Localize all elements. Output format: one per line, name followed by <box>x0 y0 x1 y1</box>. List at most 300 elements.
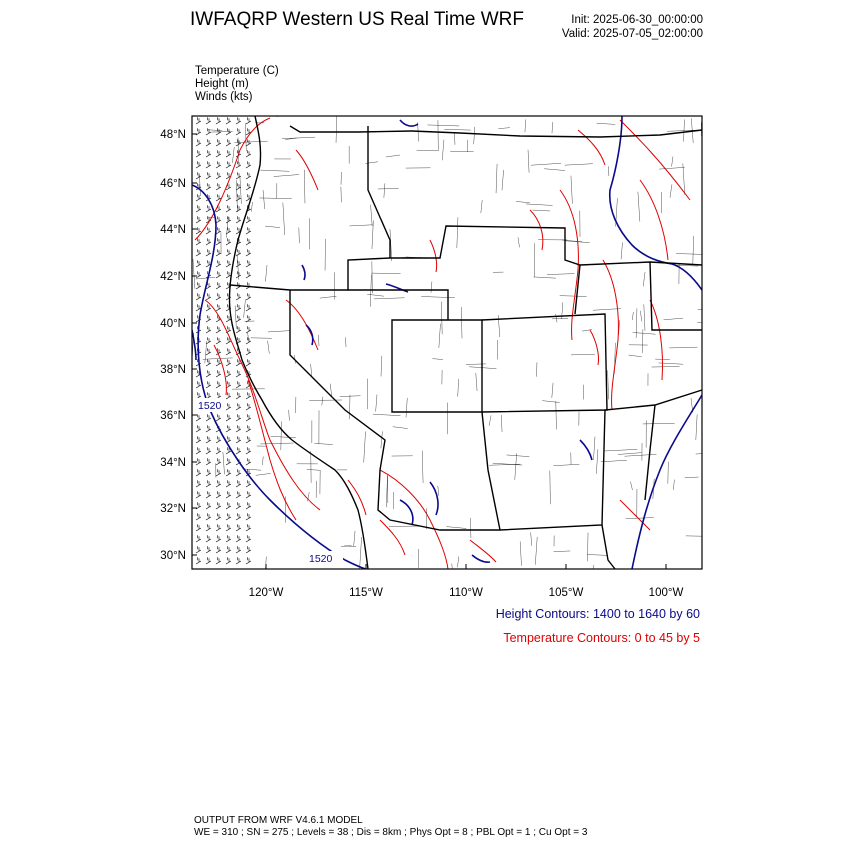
county-line <box>289 410 290 421</box>
wind-barb <box>216 238 221 245</box>
wind-barb <box>236 370 241 377</box>
wind-barb <box>246 348 251 355</box>
wind-barb <box>196 216 201 223</box>
county-line <box>685 477 699 478</box>
wind-barbs <box>196 117 251 564</box>
height-legend: Height Contours: 1400 to 1640 by 60 <box>495 607 700 621</box>
wind-barb <box>236 117 241 124</box>
county-line <box>466 364 486 365</box>
wind-barb <box>216 491 221 498</box>
county-line <box>304 170 305 204</box>
county-line <box>601 460 627 462</box>
county-line <box>265 226 280 228</box>
wind-barb <box>236 414 241 421</box>
wind-barb <box>196 425 201 432</box>
wind-barb <box>206 150 211 157</box>
county-line <box>386 155 400 157</box>
county-line <box>556 314 557 322</box>
wind-barb <box>236 480 241 487</box>
wind-barb <box>196 139 201 146</box>
county-line <box>364 431 366 462</box>
wind-barb <box>236 315 241 322</box>
county-line <box>516 201 530 203</box>
county-line <box>452 564 454 584</box>
lat-label: 44°N <box>160 224 186 236</box>
wind-barb <box>246 293 251 300</box>
county-line <box>696 452 722 454</box>
county-line <box>431 282 432 293</box>
wind-barb <box>226 139 231 146</box>
wind-barb <box>226 370 231 377</box>
county-line <box>565 164 593 165</box>
model-info <box>194 815 587 839</box>
county-line <box>226 216 228 237</box>
county-line <box>672 156 673 166</box>
wind-barb <box>226 535 231 542</box>
wind-barb <box>246 502 251 509</box>
wind-barb <box>216 172 221 179</box>
wind-barb <box>226 348 231 355</box>
wind-barb <box>246 172 251 179</box>
wind-barb <box>246 513 251 520</box>
wind-barb <box>196 392 201 399</box>
county-line <box>268 341 270 354</box>
wind-barb <box>236 546 241 553</box>
county-line <box>594 437 595 460</box>
county-line <box>365 162 378 164</box>
county-line <box>260 170 289 171</box>
county-line <box>360 537 362 569</box>
county-line <box>552 318 568 319</box>
county-line <box>498 315 500 337</box>
county-line <box>501 415 502 432</box>
wind-barb <box>216 150 221 157</box>
wind-barb <box>216 117 221 124</box>
wind-barb <box>236 502 241 509</box>
wind-barb <box>236 249 241 256</box>
wind-barb <box>196 271 201 278</box>
county-line <box>208 130 222 131</box>
wind-barb <box>246 260 251 267</box>
county-line <box>234 141 267 142</box>
wind-barb <box>246 458 251 465</box>
county-line <box>476 373 477 391</box>
county-line <box>644 304 645 330</box>
wind-barb <box>236 326 241 333</box>
county-line <box>638 192 640 222</box>
county-line <box>345 337 346 347</box>
wind-barb <box>196 194 201 201</box>
wind-barb <box>206 491 211 498</box>
wind-barb <box>236 469 241 476</box>
wind-barb <box>226 161 231 168</box>
wind-barb <box>226 249 231 256</box>
wind-barb <box>216 293 221 300</box>
wind-barb <box>236 535 241 542</box>
county-line <box>608 370 609 399</box>
wind-barb <box>246 139 251 146</box>
wind-barb <box>216 436 221 443</box>
county-line <box>256 473 271 475</box>
county-line <box>496 164 497 193</box>
wind-barb <box>246 491 251 498</box>
wind-barb <box>206 524 211 531</box>
height-label-west: 1520 <box>198 400 222 412</box>
county-line <box>587 555 607 556</box>
county-line <box>531 163 561 165</box>
county-line <box>630 481 632 490</box>
field-temperature: Temperature (C) <box>195 65 279 77</box>
wind-barb <box>216 414 221 421</box>
county-line <box>544 169 565 171</box>
wind-barb <box>206 469 211 476</box>
county-line <box>307 469 320 470</box>
county-line <box>376 394 377 411</box>
county-line <box>223 452 225 474</box>
wind-barb <box>246 271 251 278</box>
field-winds: Winds (kts) <box>195 91 253 103</box>
wind-barb <box>246 546 251 553</box>
wind-barb <box>226 260 231 267</box>
wind-barb <box>206 293 211 300</box>
county-line <box>664 318 683 320</box>
wind-barb <box>206 513 211 520</box>
county-line <box>203 358 233 359</box>
lat-label: 46°N <box>160 178 186 190</box>
wind-barb <box>216 271 221 278</box>
wind-barb <box>226 425 231 432</box>
lon-label: 115°W <box>349 587 383 599</box>
wind-barb <box>236 381 241 388</box>
wind-barb <box>236 524 241 531</box>
wind-barb <box>196 557 201 564</box>
wind-barb <box>196 227 201 234</box>
county-line <box>686 536 713 537</box>
wind-barb <box>246 117 251 124</box>
wind-barb <box>216 304 221 311</box>
wind-barb <box>196 249 201 256</box>
county-line <box>502 170 504 190</box>
county-line <box>432 359 442 360</box>
wind-barb <box>216 502 221 509</box>
wind-barb <box>226 194 231 201</box>
county-line <box>421 296 455 297</box>
county-line <box>314 443 332 444</box>
county-line <box>244 299 246 317</box>
wind-barb <box>206 348 211 355</box>
coastline <box>229 116 368 569</box>
county-line <box>560 296 587 297</box>
wind-barb <box>196 535 201 542</box>
wind-barb <box>206 535 211 542</box>
county-line <box>628 355 641 357</box>
county-line <box>696 414 697 440</box>
lat-label: 36°N <box>160 410 186 422</box>
wind-barb <box>226 271 231 278</box>
county-line <box>652 366 680 367</box>
county-line <box>271 436 296 437</box>
wind-barb <box>236 447 241 454</box>
county-line <box>625 454 657 456</box>
county-line <box>643 272 645 286</box>
wind-barb <box>206 238 211 245</box>
county-line <box>556 401 557 429</box>
wind-barb <box>196 282 201 289</box>
county-line <box>535 537 537 565</box>
county-line <box>442 140 444 161</box>
wind-barb <box>236 260 241 267</box>
county-line <box>251 202 252 212</box>
county-line <box>457 217 458 248</box>
wind-barb <box>246 403 251 410</box>
county-line <box>597 123 616 124</box>
wind-barb <box>206 304 211 311</box>
wind-barb <box>206 172 211 179</box>
county-line <box>341 187 342 203</box>
county-line <box>542 401 559 403</box>
county-line <box>670 184 672 197</box>
wind-barb <box>236 128 241 135</box>
wind-barb <box>216 282 221 289</box>
wind-barb <box>236 403 241 410</box>
lat-label: 32°N <box>160 503 186 515</box>
wind-barb <box>206 546 211 553</box>
wind-barb <box>196 513 201 520</box>
wind-barb <box>216 183 221 190</box>
wind-barb <box>216 524 221 531</box>
wind-barb <box>236 436 241 443</box>
county-line <box>318 335 319 346</box>
wind-barb <box>196 469 201 476</box>
county-line <box>265 557 267 586</box>
wind-barb <box>206 117 211 124</box>
wind-barb <box>226 469 231 476</box>
wind-barb <box>206 183 211 190</box>
wind-barb <box>246 447 251 454</box>
wind-barb <box>226 392 231 399</box>
county-line <box>596 449 598 474</box>
wind-barb <box>206 227 211 234</box>
wind-barb <box>226 491 231 498</box>
wind-barb <box>226 458 231 465</box>
wind-barb <box>226 216 231 223</box>
wind-barb <box>226 403 231 410</box>
county-line <box>384 183 385 198</box>
wind-barb <box>196 491 201 498</box>
wind-barb <box>206 326 211 333</box>
county-line <box>457 556 458 567</box>
county-line <box>489 415 491 425</box>
wind-barb <box>246 425 251 432</box>
wind-barb <box>216 458 221 465</box>
county-line <box>211 132 232 133</box>
wind-barb <box>206 480 211 487</box>
wind-barb <box>246 238 251 245</box>
wind-barb <box>206 128 211 135</box>
county-line <box>554 551 571 552</box>
wind-barb <box>196 524 201 531</box>
wind-barb <box>246 524 251 531</box>
wind-barb <box>206 392 211 399</box>
county-line <box>237 254 239 279</box>
county-line <box>263 190 265 209</box>
height-label-south: 1520 <box>309 553 333 565</box>
county-line <box>274 175 299 177</box>
county-line <box>196 277 215 279</box>
wind-barb <box>246 436 251 443</box>
wind-barb <box>246 414 251 421</box>
wind-barb <box>196 172 201 179</box>
county-line <box>322 397 323 406</box>
wind-barb <box>206 557 211 564</box>
wind-barb <box>246 326 251 333</box>
county-line <box>587 533 588 562</box>
valid-time: Valid: 2025-07-05_02:00:00 <box>561 28 703 40</box>
wind-barb <box>246 557 251 564</box>
temperature-legend: Temperature Contours: 0 to 45 by 5 <box>503 631 700 645</box>
county-line <box>438 486 439 496</box>
model-version: OUTPUT FROM WRF V4.6.1 MODEL <box>194 815 363 826</box>
county-line <box>550 471 551 504</box>
county-line <box>553 464 579 465</box>
county-line <box>528 150 529 173</box>
wind-barb <box>216 216 221 223</box>
wind-barb <box>226 524 231 531</box>
county-line <box>320 296 337 298</box>
county-line <box>349 395 350 419</box>
wind-barb <box>246 315 251 322</box>
county-line <box>481 200 482 213</box>
county-line <box>683 164 685 195</box>
county-line <box>268 331 289 332</box>
wind-barb <box>206 414 211 421</box>
wind-barb <box>246 535 251 542</box>
wind-barb <box>216 513 221 520</box>
wind-barb <box>216 392 221 399</box>
county-line <box>659 167 685 169</box>
county-line <box>520 541 521 565</box>
county-line <box>640 311 642 322</box>
county-line <box>518 237 520 247</box>
wind-barb <box>196 161 201 168</box>
county-line <box>643 423 675 424</box>
county-line <box>205 341 207 363</box>
wind-barb <box>226 546 231 553</box>
wind-barb <box>246 227 251 234</box>
wind-barb <box>246 480 251 487</box>
county-line <box>259 198 291 199</box>
wind-barb <box>246 249 251 256</box>
wind-barb <box>246 183 251 190</box>
county-line <box>469 367 496 369</box>
county-line <box>461 307 462 338</box>
county-line <box>676 254 701 255</box>
wind-barb <box>216 370 221 377</box>
county-line <box>381 356 382 377</box>
init-time: Init: 2025-06-30_00:00:00 <box>571 14 703 26</box>
county-line <box>669 347 697 348</box>
wind-barb <box>206 315 211 322</box>
county-line <box>571 176 572 204</box>
wind-barb <box>236 293 241 300</box>
wind-barb <box>206 205 211 212</box>
county-line <box>441 302 442 335</box>
wind-barb <box>196 205 201 212</box>
lon-label: 110°W <box>449 587 483 599</box>
wind-barb <box>246 304 251 311</box>
county-line <box>632 312 633 320</box>
county-line <box>552 122 553 133</box>
wind-barb <box>196 117 201 124</box>
wind-barb <box>236 172 241 179</box>
wind-barb <box>246 359 251 366</box>
wind-barb <box>236 513 241 520</box>
county-line <box>422 451 423 483</box>
wind-barb <box>206 139 211 146</box>
wind-barb <box>226 513 231 520</box>
county-line <box>265 265 267 282</box>
model-config: WE = 310 ; SN = 275 ; Levels = 38 ; Dis = 8km ; Phys Opt = 8 ; PBL Opt = 1 ; Cu Opt = 3 <box>194 827 588 838</box>
county-line <box>526 204 553 205</box>
county-line <box>373 414 401 416</box>
county-line <box>536 362 537 376</box>
county-line <box>618 453 641 455</box>
wind-barb <box>216 546 221 553</box>
county-line <box>428 125 460 126</box>
wind-barb <box>236 557 241 564</box>
wind-barb <box>246 392 251 399</box>
wind-barb <box>216 139 221 146</box>
lat-label: 34°N <box>160 457 186 469</box>
wind-barb <box>226 359 231 366</box>
wind-barb <box>226 205 231 212</box>
county-line <box>525 119 526 132</box>
wind-barb <box>206 458 211 465</box>
lat-label: 30°N <box>160 550 186 562</box>
wind-barb <box>206 447 211 454</box>
wind-barb <box>226 117 231 124</box>
lon-label: 105°W <box>548 587 584 599</box>
wind-barb <box>216 447 221 454</box>
county-line <box>621 242 622 259</box>
wind-barb <box>216 337 221 344</box>
county-line <box>193 259 195 289</box>
county-line <box>626 518 654 519</box>
wind-barb <box>226 480 231 487</box>
county-line <box>238 138 239 164</box>
county-line <box>311 364 312 376</box>
wind-barb <box>236 216 241 223</box>
wind-barb <box>216 469 221 476</box>
county-line <box>593 309 621 311</box>
wind-barb <box>196 436 201 443</box>
lon-label: 120°W <box>248 587 284 599</box>
county-line <box>474 127 475 144</box>
county-line <box>381 431 383 448</box>
wind-barb <box>226 238 231 245</box>
wind-barb <box>216 249 221 256</box>
wind-barb <box>246 150 251 157</box>
county-line <box>367 294 384 296</box>
county-line <box>454 132 455 145</box>
lat-label: 40°N <box>160 318 186 330</box>
wind-barb <box>216 260 221 267</box>
wind-barb <box>196 260 201 267</box>
county-line <box>470 518 471 538</box>
wind-barb <box>216 161 221 168</box>
wind-barb <box>216 557 221 564</box>
wind-barb <box>196 150 201 157</box>
